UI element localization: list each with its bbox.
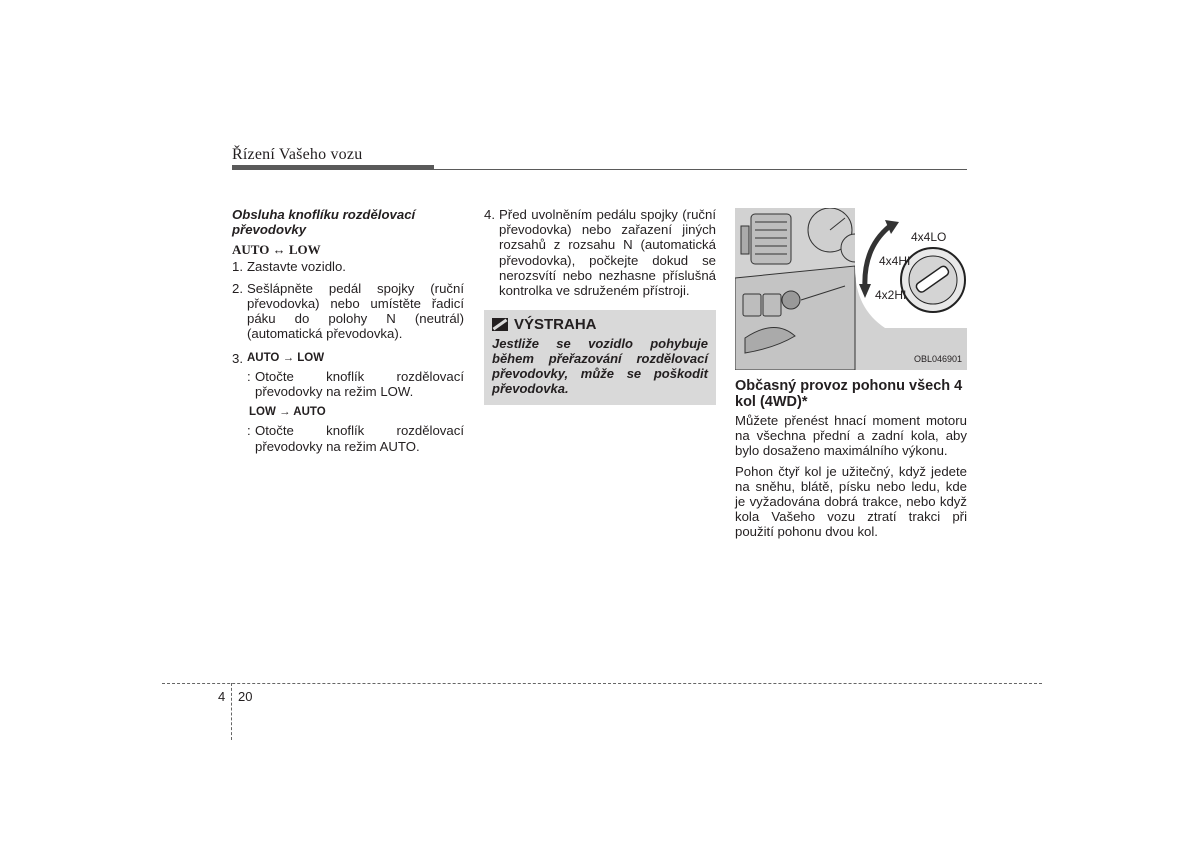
section-heading-4wd: Občasný provoz pohonu všech 4 kol (4WD)* [735,378,963,410]
footer-divider [231,683,232,740]
section-number: 4 [218,689,226,704]
step-3b-label: LOW → AUTO [249,406,326,419]
step-text: Sešlápněte pedál spojky (ruční převodovka) nebo umístěte řadicí páku do polohy N (neutrál) (automatická převodovka). [247,280,464,342]
step-text: Otočte knoflík rozdělovací převodovky na režim LOW. [255,368,464,400]
step-label: AUTO → LOW [247,351,325,364]
colon: : [247,368,251,384]
step-number: 2. [232,280,243,296]
paragraph: Pohon čtyř kol je užitečný, když jedete na sněhu, blátě, písku nebo ledu, kde je vyžadována dobrá trakce, nebo když kola Vašeho vozu ztratí trakci při použití pohonu dvou kol. [735,463,967,540]
column-left [232,207,464,454]
step-number: 1. [232,258,243,274]
step-3 [232,351,464,366]
step-4 [484,207,716,298]
step-3b-detail [247,423,464,453]
warning-text: Jestliže se vozidlo pohybuje během přeřazování rozdělovací převodovky, může se poškodit převodovka. [492,336,708,397]
page-number: 20 [238,689,253,704]
transfer-knob-figure [735,208,967,370]
warning-icon [492,318,508,331]
step-1 [232,259,464,274]
step-text: Před uvolněním pedálu spojky (ruční převodovka) nebo zařazení jiných rozsahů z rozsahu N (automatická převodovka), počkejte dokud se nerozsvítí nebo nezhasne příslušná kontrolka ve sdruženém přístroji. [499,207,716,299]
mode-label: AUTO ↔ LOW [232,242,321,258]
column-right [735,208,967,545]
paragraph: Můžete přenést hnací moment motoru na všechna přední a zadní kola, aby bylo dosaženo maximálního výkonu. [735,413,967,459]
header-rule [232,169,967,170]
page-header-title: Řízení Vašeho vozu [232,146,363,163]
knob-label-4x4hi: 4x4HI [879,254,911,268]
step-text: Otočte knoflík rozdělovací převodovky na režim AUTO. [255,423,464,454]
step-number: 4. [484,207,495,222]
warning-title: VÝSTRAHA [514,316,597,334]
step-2 [232,281,464,342]
knob-label-4x2hi: 4x2HI [875,288,907,302]
warning-box [484,310,716,405]
column-middle [484,207,716,405]
step-number: 3. [232,350,243,366]
colon: : [247,423,251,439]
section-subheading: Obsluha knoflíku rozdělovací převodovky [232,207,416,238]
knob-label-4x4lo: 4x4LO [911,230,947,244]
warning-header [492,317,708,332]
footer-rule [162,683,1042,684]
figure-code: OBL046901 [913,353,962,364]
step-text: Zastavte vozidlo. [247,258,346,274]
step-3-detail [247,369,464,399]
